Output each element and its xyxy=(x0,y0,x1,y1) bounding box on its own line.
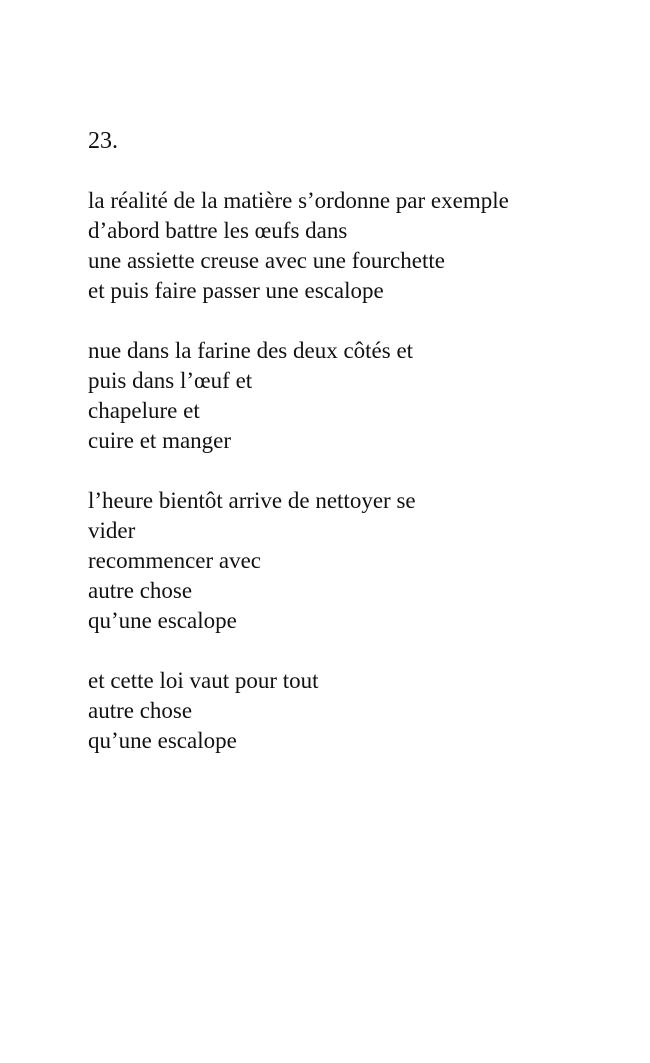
poem-line: qu’une escalope xyxy=(88,608,237,633)
poem-line: d’abord battre les œufs dans xyxy=(88,218,348,243)
poem-line: et puis faire passer une escalope xyxy=(88,278,384,303)
stanza-4 xyxy=(88,666,628,756)
poem-line: puis dans l’œuf et xyxy=(88,368,253,393)
poem-line: l’heure bientôt arrive de nettoyer se xyxy=(88,488,416,513)
poem-number: 23. xyxy=(88,128,118,154)
poem-line: autre chose xyxy=(88,578,193,603)
stanza-2 xyxy=(88,336,628,456)
poem-line: nue dans la farine des deux côtés et xyxy=(88,338,414,363)
stanza-1 xyxy=(88,186,628,306)
poem-line: autre chose xyxy=(88,698,193,723)
poem-line: vider xyxy=(88,518,136,543)
poem-line: chapelure et xyxy=(88,398,200,423)
poem-line: la réalité de la matière s’ordonne par exemple xyxy=(88,188,509,213)
poem-line: une assiette creuse avec une fourchette xyxy=(88,248,445,273)
poem-line: cuire et manger xyxy=(88,428,232,453)
poem-line: qu’une escalope xyxy=(88,728,237,753)
stanza-3 xyxy=(88,486,628,636)
poem-line: recommencer avec xyxy=(88,548,262,573)
poem-line: et cette loi vaut pour tout xyxy=(88,668,319,693)
poem-body xyxy=(88,186,628,786)
